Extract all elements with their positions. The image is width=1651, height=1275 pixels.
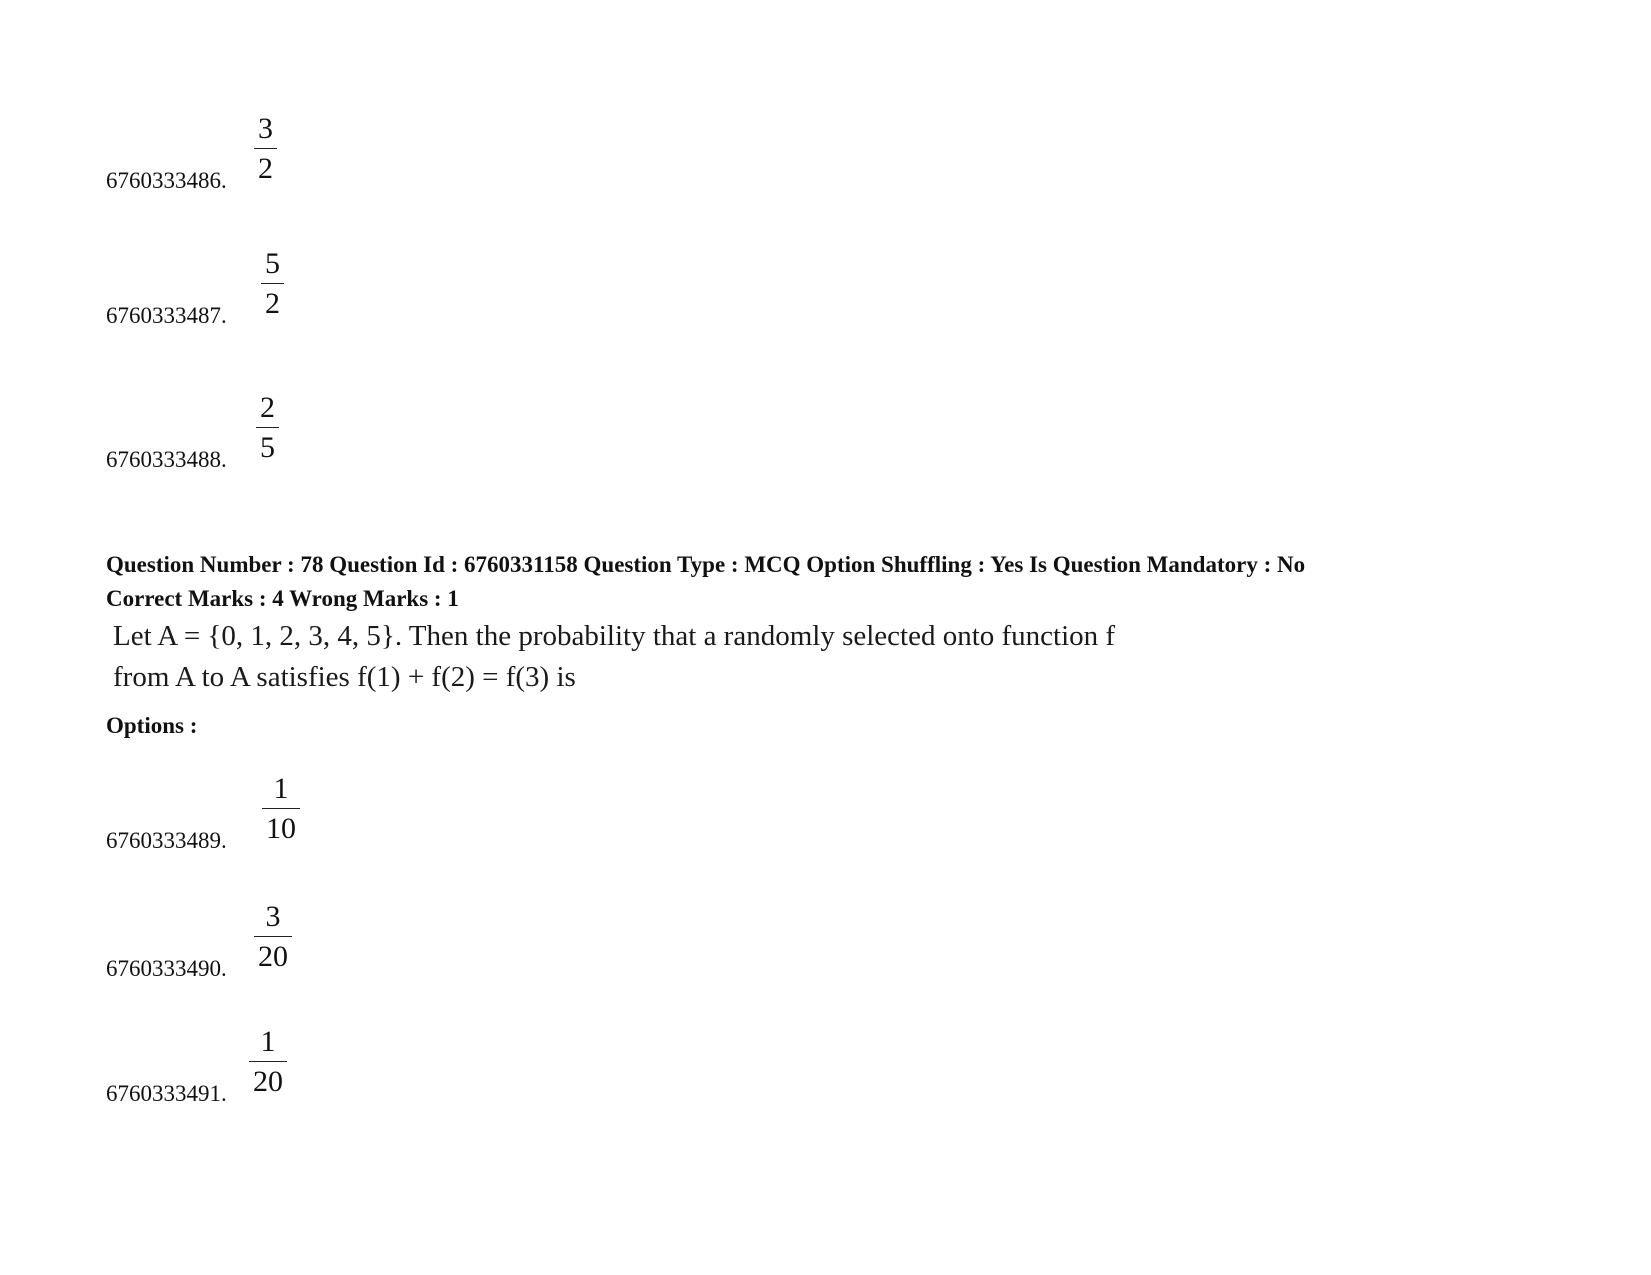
- option-id: 6760333490.: [106, 956, 227, 981]
- option-id: 6760333491.: [106, 1081, 227, 1106]
- option-fraction: [261, 247, 284, 321]
- option-id: 6760333489.: [106, 828, 227, 853]
- fraction-denominator: 10: [266, 812, 296, 845]
- option-fraction: [254, 112, 277, 186]
- fraction-denominator: 2: [258, 152, 273, 185]
- question-marks-line: Correct Marks : 4 Wrong Marks : 1: [106, 586, 459, 611]
- option-item: [106, 987, 506, 1107]
- question-text-line: from A to A satisfies f(1) + f(2) = f(3) is: [113, 661, 576, 693]
- question-meta-line: Question Number : 78 Question Id : 6760331158 Question Type : MCQ Option Shuffling : Yes Is Question Mandatory : No: [106, 552, 1306, 577]
- option-item: [106, 74, 506, 194]
- option-item: [106, 862, 506, 982]
- fraction-numerator: 2: [260, 391, 275, 424]
- option-fraction: [262, 772, 300, 846]
- fraction-denominator: 20: [253, 1065, 283, 1098]
- fraction-numerator: 3: [265, 900, 281, 933]
- options-label: Options :: [106, 713, 198, 738]
- option-fraction: [256, 391, 279, 465]
- fraction-denominator: 20: [258, 940, 288, 973]
- question-text: [113, 616, 1115, 698]
- option-id: 6760333487.: [106, 303, 227, 328]
- option-id: 6760333486.: [106, 168, 227, 193]
- fraction-denominator: 5: [260, 431, 275, 464]
- fraction-denominator: 2: [265, 287, 280, 320]
- fraction-numerator: 1: [260, 1025, 276, 1058]
- fraction-numerator: 1: [273, 772, 289, 805]
- option-item: [106, 734, 506, 854]
- option-fraction: [254, 900, 292, 974]
- fraction-numerator: 5: [265, 247, 280, 280]
- question-meta: [106, 548, 1305, 616]
- fraction-numerator: 3: [258, 112, 273, 145]
- option-item: [106, 353, 506, 473]
- option-id: 6760333488.: [106, 447, 227, 472]
- option-item: [106, 209, 506, 329]
- option-fraction: [249, 1025, 287, 1099]
- question-text-line: Let A = {0, 1, 2, 3, 4, 5}. Then the probability that a randomly selected onto function f: [113, 620, 1116, 652]
